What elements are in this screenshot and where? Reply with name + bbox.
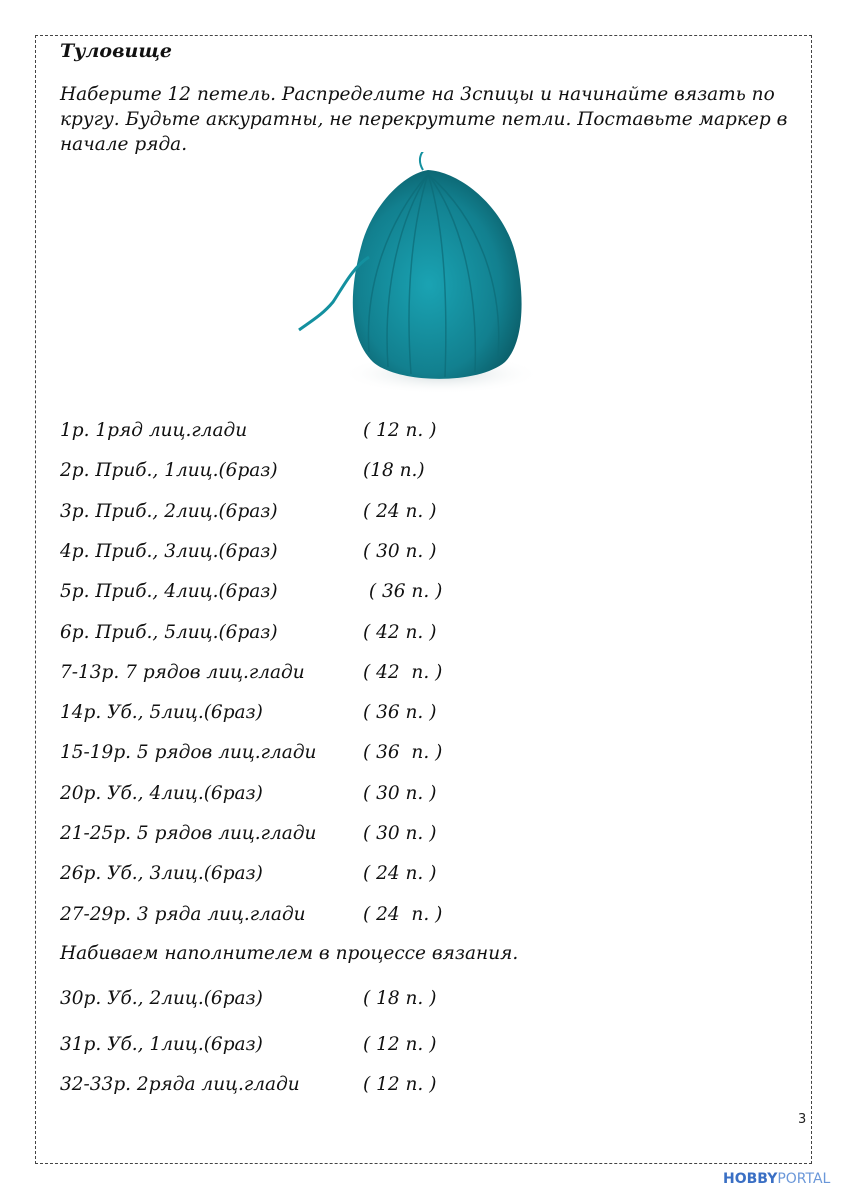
row-instruction: 30р. Уб., 2лиц.(6раз) <box>60 988 263 1009</box>
knitted-body-photo <box>293 152 573 402</box>
row-instruction: 27-29р. 3 ряда лиц.глади <box>60 903 306 925</box>
section-title: Туловище <box>60 40 173 62</box>
stitch-count: ( 30 п. ) <box>363 782 437 804</box>
stitch-count: ( 12 п. ) <box>363 1034 437 1055</box>
stitch-count: ( 12 п. ) <box>363 420 437 441</box>
stitch-count: ( 36 п. ) <box>363 581 443 603</box>
stitch-count: ( 36 п. ) <box>363 742 443 764</box>
row-instruction: 6р. Приб., 5лиц.(6раз) <box>60 621 278 643</box>
row-instruction: 32-33р. 2ряда лиц.глади <box>60 1074 300 1095</box>
stitch-count: ( 18 п. ) <box>363 988 437 1009</box>
brand-part2: PORTAL <box>777 1171 831 1187</box>
page-number: 3 <box>798 1112 807 1127</box>
row-instruction: 4р. Приб., 3лиц.(6раз) <box>60 540 278 562</box>
row-instruction: 2р. Приб., 1лиц.(6раз) <box>60 460 278 482</box>
row-instruction: 20р. Уб., 4лиц.(6раз) <box>60 782 263 804</box>
brand-logo <box>723 1171 830 1187</box>
stitch-count: ( 36 п. ) <box>363 702 437 724</box>
row-instruction: 31р. Уб., 1лиц.(6раз) <box>60 1034 263 1055</box>
stitch-count: ( 30 п. ) <box>363 540 437 562</box>
intro-text: Наберите 12 петель. Распределите на 3спицы и начинайте вязать по кругу. Будьте аккуратны, не перекрутите петли. Поставьте маркер в начале ряда. <box>60 84 788 155</box>
brand-part1: HOBBY <box>723 1171 778 1187</box>
row-instruction: 21-25р. 5 рядов лиц.глади <box>60 823 317 844</box>
stitch-count: ( 24 п. ) <box>363 500 437 522</box>
row-instruction: 1р. 1ряд лиц.глади <box>60 420 248 441</box>
stitch-count: ( 12 п. ) <box>363 1074 437 1095</box>
stitch-count: ( 30 п. ) <box>363 823 437 844</box>
row-instruction: 3р. Приб., 2лиц.(6раз) <box>60 500 278 522</box>
stuffing-note: Набиваем наполнителем в процессе вязания. <box>60 943 519 964</box>
row-instruction: 7-13р. 7 рядов лиц.глади <box>60 661 305 683</box>
row-instruction: 14р. Уб., 5лиц.(6раз) <box>60 702 263 724</box>
row-instruction: 15-19р. 5 рядов лиц.глади <box>60 742 317 764</box>
stitch-count: ( 42 п. ) <box>363 621 437 643</box>
stitch-count: ( 24 п. ) <box>363 903 443 925</box>
stitch-count: (18 п.) <box>363 460 425 482</box>
row-instruction: 5р. Приб., 4лиц.(6раз) <box>60 581 278 603</box>
row-instruction: 26р. Уб., 3лиц.(6раз) <box>60 863 263 885</box>
stitch-count: ( 24 п. ) <box>363 863 437 885</box>
stitch-count: ( 42 п. ) <box>363 661 443 683</box>
